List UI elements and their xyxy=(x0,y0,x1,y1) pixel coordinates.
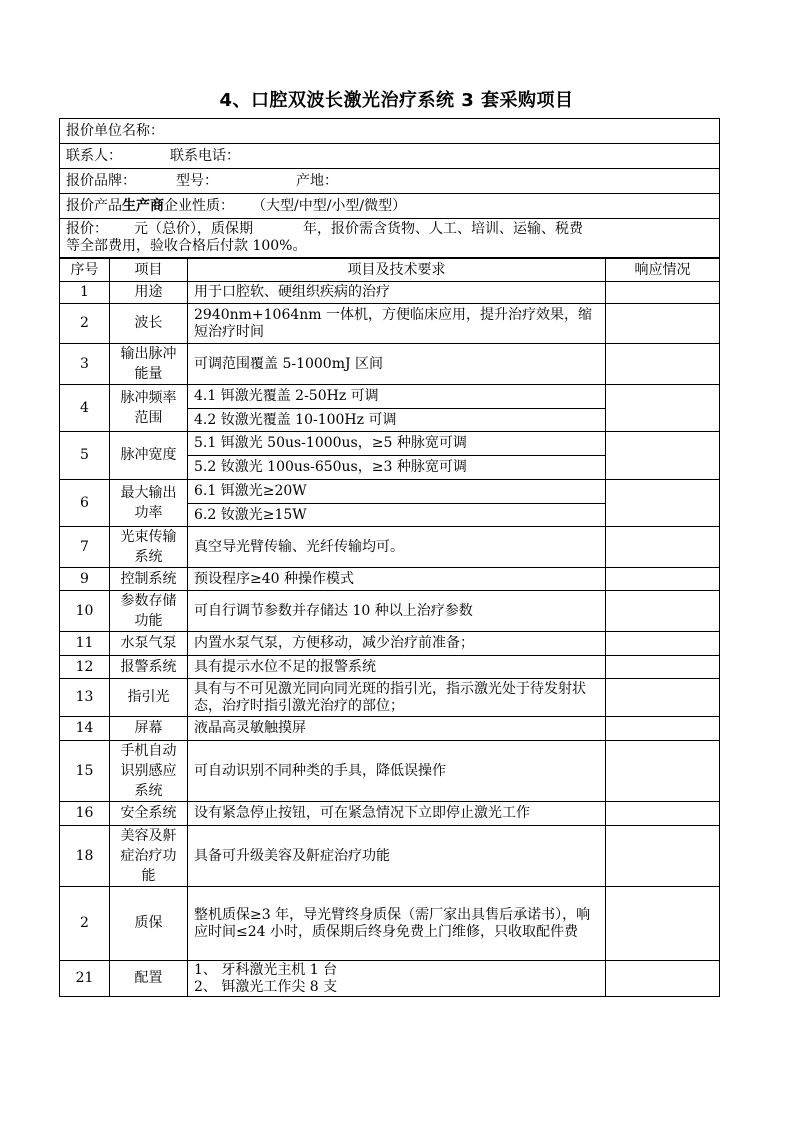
table-row xyxy=(60,802,720,826)
row-item: 用途 xyxy=(110,282,188,304)
row-requirement: 4.1 铒激光覆盖 2-50Hz 可调 xyxy=(188,385,606,409)
row-response[interactable] xyxy=(606,961,720,997)
row-item: 屏幕 xyxy=(110,717,188,741)
row-requirement: 6.1 铒激光≥20W xyxy=(188,480,606,504)
header-requirements: 项目及技术要求 xyxy=(188,259,606,282)
row-requirement: 可自行调节参数并存储达 10 种以上治疗参数 xyxy=(188,591,606,632)
phone-label: 联系电话： xyxy=(170,147,240,164)
table-row xyxy=(60,717,720,741)
table-row xyxy=(60,632,720,656)
row-requirement: 整机质保≥3 年，导光臂终身质保（需厂家出具售后承诺书），响应时间≤24 小时，质保期后终身免费上门维修，只收取配件费 xyxy=(188,887,606,961)
row-number: 4 xyxy=(60,385,110,432)
row-requirement: 设有紧急停止按钮，可在紧急情况下立即停止激光工作 xyxy=(188,802,606,826)
row-response[interactable] xyxy=(606,887,720,961)
price-terms-cont: 等全部费用，验收合格后付款 100%。 xyxy=(66,238,307,254)
price-row xyxy=(60,219,720,258)
nature-row xyxy=(60,194,720,219)
row-requirement: 具有与不可见激光同向同光斑的指引光，指示激光处于待发射状态，治疗时指引激光治疗的部位； xyxy=(188,679,606,717)
row-requirement: 2940nm+1064nm 一体机，方便临床应用，提升治疗效果，缩短治疗时间 xyxy=(188,304,606,344)
row-response[interactable] xyxy=(606,527,720,568)
row-item: 质保 xyxy=(110,887,188,961)
table-row xyxy=(60,385,720,409)
row-requirement: 预设程序≥40 种操作模式 xyxy=(188,568,606,591)
table-row xyxy=(60,961,720,997)
row-response[interactable] xyxy=(606,591,720,632)
row-item: 脉冲宽度 xyxy=(110,432,188,480)
quote-info-table xyxy=(59,118,720,258)
row-item: 指引光 xyxy=(110,679,188,717)
table-row xyxy=(60,282,720,304)
row-response[interactable] xyxy=(606,741,720,802)
table-row xyxy=(60,344,720,385)
row-item: 手机自动识别感应系统 xyxy=(110,741,188,802)
row-number: 5 xyxy=(60,432,110,480)
row-number: 2 xyxy=(60,304,110,344)
row-response[interactable] xyxy=(606,632,720,656)
row-item: 光束传输系统 xyxy=(110,527,188,568)
nature-options: （大型/中型/小型/微型） xyxy=(252,197,407,214)
row-response[interactable] xyxy=(606,480,720,527)
table-row xyxy=(60,887,720,961)
row-requirement: 5.2 钕激光 100us-650us，≥3 种脉宽可调 xyxy=(188,456,606,480)
row-response[interactable] xyxy=(606,717,720,741)
contact-label: 联系人： xyxy=(66,147,122,164)
table-row xyxy=(60,304,720,344)
price-total: 元（总价），质保期 xyxy=(134,221,253,237)
row-number: 13 xyxy=(60,679,110,717)
row-requirement: 4.2 钕激光覆盖 10-100Hz 可调 xyxy=(188,409,606,432)
row-response[interactable] xyxy=(606,344,720,385)
row-number: 7 xyxy=(60,527,110,568)
table-row xyxy=(60,432,720,456)
row-item: 安全系统 xyxy=(110,802,188,826)
brand-row xyxy=(60,169,720,194)
row-number: 9 xyxy=(60,568,110,591)
row-requirement: 可自动识别不同种类的手具，降低误操作 xyxy=(188,741,606,802)
row-requirement: 6.2 钕激光≥15W xyxy=(188,504,606,527)
row-requirement: 内置水泵气泵，方便移动，减少治疗前准备； xyxy=(188,632,606,656)
row-number: 16 xyxy=(60,802,110,826)
table-row xyxy=(60,656,720,679)
row-item: 配置 xyxy=(110,961,188,997)
row-item: 美容及鼾症治疗功能 xyxy=(110,826,188,887)
row-requirement: 用于口腔软、硬组织疾病的治疗 xyxy=(188,282,606,304)
row-requirement: 可调范围覆盖 5-1000mJ 区间 xyxy=(188,344,606,385)
row-requirement: 5.1 铒激光 50us-1000us，≥5 种脉宽可调 xyxy=(188,432,606,456)
row-response[interactable] xyxy=(606,679,720,717)
table-row xyxy=(60,591,720,632)
row-response[interactable] xyxy=(606,656,720,679)
row-item: 波长 xyxy=(110,304,188,344)
row-number: 3 xyxy=(60,344,110,385)
row-item: 脉冲频率范围 xyxy=(110,385,188,432)
row-number: 1 xyxy=(60,282,110,304)
row-number: 18 xyxy=(60,826,110,887)
row-requirement: 真空导光臂传输、光纤传输均可。 xyxy=(188,527,606,568)
row-requirement: 具有提示水位不足的报警系统 xyxy=(188,656,606,679)
row-item: 输出脉冲能量 xyxy=(110,344,188,385)
nature-suffix: 企业性质： xyxy=(164,197,234,214)
page-title: 4、口腔双波长激光治疗系统 3 套采购项目 xyxy=(219,90,574,111)
row-response[interactable] xyxy=(606,826,720,887)
table-row xyxy=(60,480,720,504)
price-label: 报价： xyxy=(66,221,108,237)
row-number: 6 xyxy=(60,480,110,527)
row-item: 水泵气泵 xyxy=(110,632,188,656)
header-response: 响应情况 xyxy=(606,259,720,282)
brand-label: 报价品牌： xyxy=(66,172,136,189)
row-response[interactable] xyxy=(606,432,720,480)
row-number: 21 xyxy=(60,961,110,997)
row-item: 报警系统 xyxy=(110,656,188,679)
row-requirement: 具备可升级美容及鼾症治疗功能 xyxy=(188,826,606,887)
table-row xyxy=(60,527,720,568)
origin-label: 产地： xyxy=(296,172,338,189)
row-response[interactable] xyxy=(606,304,720,344)
row-response[interactable] xyxy=(606,282,720,304)
row-response[interactable] xyxy=(606,802,720,826)
nature-prefix: 报价产品 xyxy=(66,197,122,214)
contact-row xyxy=(60,144,720,169)
row-item: 控制系统 xyxy=(110,568,188,591)
nature-bold: 生产商 xyxy=(122,197,164,214)
row-requirement: 1、 牙科激光主机 1 台 2、 铒激光工作尖 8 支 xyxy=(188,961,606,997)
spec-table xyxy=(59,258,720,997)
row-requirement: 液晶高灵敏触摸屏 xyxy=(188,717,606,741)
quote-unit-label: 报价单位名称： xyxy=(60,119,720,144)
row-number: 12 xyxy=(60,656,110,679)
row-response[interactable] xyxy=(606,385,720,432)
model-label: 型号： xyxy=(176,172,218,189)
header-row xyxy=(60,259,720,282)
table-row xyxy=(60,741,720,802)
row-number: 14 xyxy=(60,717,110,741)
row-number: 11 xyxy=(60,632,110,656)
row-number: 15 xyxy=(60,741,110,802)
table-row xyxy=(60,679,720,717)
row-response[interactable] xyxy=(606,568,720,591)
header-no: 序号 xyxy=(60,259,110,282)
row-item: 最大输出功率 xyxy=(110,480,188,527)
row-item: 参数存储功能 xyxy=(110,591,188,632)
price-terms: 年，报价需含货物、人工、培训、运输、税费 xyxy=(303,221,583,237)
table-row xyxy=(60,826,720,887)
row-number: 2 xyxy=(60,887,110,961)
table-row xyxy=(60,568,720,591)
header-item: 项目 xyxy=(110,259,188,282)
row-number: 10 xyxy=(60,591,110,632)
